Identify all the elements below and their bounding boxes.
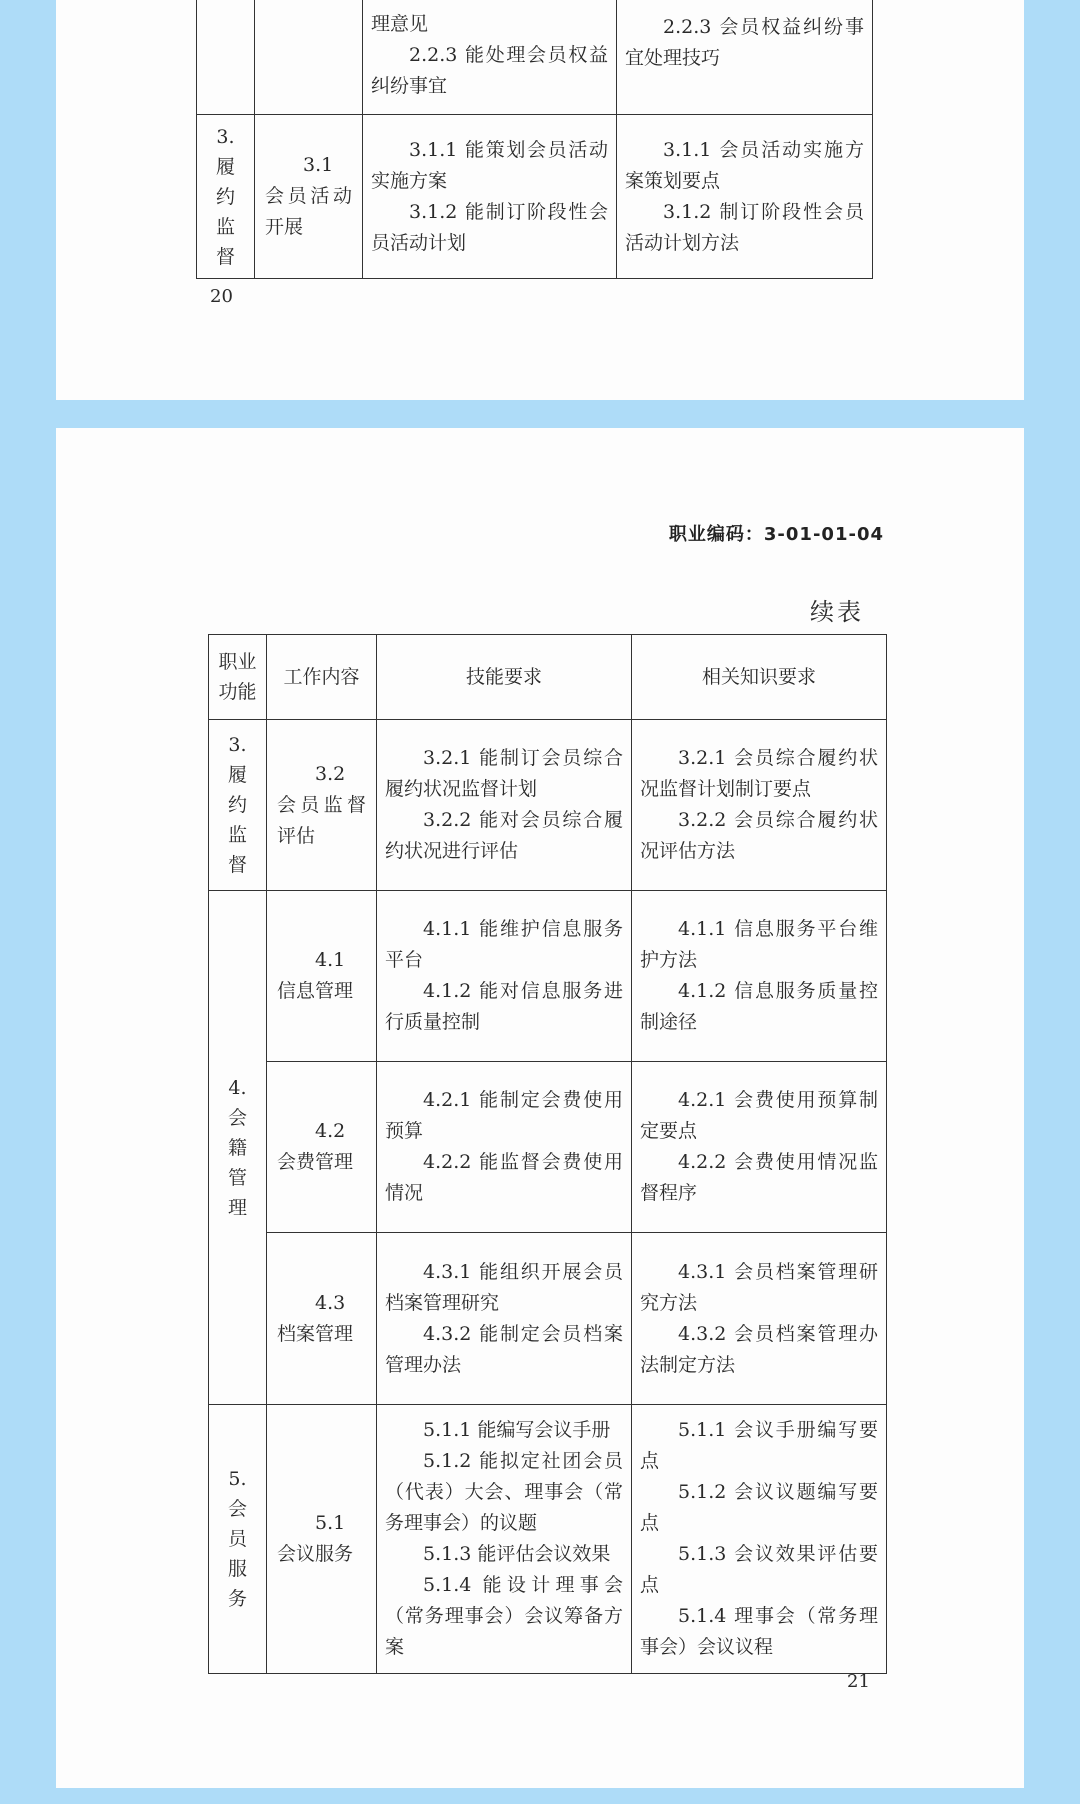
skill-cell [363,115,617,279]
knowledge-item: 4.2.1 会费使用预算制定要点 [640,1089,878,1142]
function-cell: 4. 会 籍 管 理 [209,891,267,1405]
knowledge-cell [632,720,887,891]
skill-cell [377,1405,632,1674]
skill-item: 4.3.2 能制定会员档案管理办法 [385,1322,623,1376]
content-cell: 3.2 会员监督评估 [267,720,377,891]
knowledge-item: 5.1.4 理事会（常务理事会）会议议程 [640,1605,878,1658]
skill-cell [377,891,632,1062]
header-knowledge: 相关知识要求 [632,635,887,720]
knowledge-item: 3.1.2 制订阶段性会员活动计划方法 [625,200,864,254]
page-number: 20 [210,286,233,307]
skill-item: 3.2.2 能对会员综合履约状况进行评估 [385,809,623,862]
skill-item: 4.1.2 能对信息服务进行质量控制 [385,980,623,1033]
skill-item: 5.1.2 能拟定社团会员（代表）大会、理事会（常务理事会）的议题 [385,1450,623,1534]
skill-item: 5.1.4 能设计理事会（常务理事会）会议筹备方案 [385,1574,623,1658]
knowledge-cell [632,891,887,1062]
knowledge-item: 3.2.1 会员综合履约状况监督计划制订要点 [640,747,878,800]
knowledge-cell [632,1233,887,1405]
knowledge-item: 5.1.1 会议手册编写要点 [640,1419,878,1472]
table-row [197,0,873,115]
knowledge-cell [632,1405,887,1674]
table-row [209,891,887,1062]
table-row [209,1062,887,1233]
table-row [197,115,873,279]
knowledge-item: 5.1.3 会议效果评估要点 [640,1543,878,1596]
skill-item: 3.2.1 能制订会员综合履约状况监督计划 [385,747,623,800]
header-function: 职业 功能 [209,635,267,720]
content-cell [255,0,363,115]
content-cell: 5.1 会议服务 [267,1405,377,1674]
knowledge-item: 3.1.1 会员活动实施方案策划要点 [625,138,864,192]
document-page-21 [56,428,1024,1788]
skill-cell [363,0,617,115]
occupation-code: 职业编码：3-01-01-04 [668,524,884,545]
content-cell: 4.2 会费管理 [267,1062,377,1233]
skill-item: 3.1.1 能策划会员活动实施方案 [371,138,608,192]
function-cell: 3. 履 约 监 督 [209,720,267,891]
header-content: 工作内容 [267,635,377,720]
skills-table-continued [196,0,873,279]
knowledge-item: 4.2.2 会费使用情况监督程序 [640,1151,878,1204]
table-row [209,720,887,891]
skill-item: 3.1.2 能制订阶段性会员活动计划 [371,200,608,254]
skill-item: 4.2.1 能制定会费使用预算 [385,1089,623,1142]
knowledge-item: 4.3.1 会员档案管理研究方法 [640,1260,878,1314]
content-cell: 3.1 会员活动开展 [255,115,363,279]
table-header-row [209,635,887,720]
knowledge-item: 4.1.2 信息服务质量控制途径 [640,980,878,1033]
content-cell: 4.3 档案管理 [267,1233,377,1405]
skill-cell [377,720,632,891]
function-cell: 5. 会 员 服 务 [209,1405,267,1674]
page-number: 21 [847,1671,870,1692]
skill-cell [377,1062,632,1233]
knowledge-item: 4.1.1 信息服务平台维护方法 [640,918,878,971]
document-page-20 [56,0,1024,400]
skill-item: 2.2.3 能处理会员权益纠纷事宜 [371,44,608,97]
function-cell: 3. 履 约 监 督 [197,115,255,279]
table-row [209,1405,887,1674]
header-skills: 技能要求 [377,635,632,720]
skill-item: 理意见 [371,13,429,35]
knowledge-item: 2.2.3 会员权益纠纷事宜处理技巧 [625,16,864,69]
knowledge-item: 4.3.2 会员档案管理办法制定方法 [640,1322,878,1376]
content-cell: 4.1 信息管理 [267,891,377,1062]
skill-item: 4.2.2 能监督会费使用情况 [385,1151,623,1204]
function-cell [197,0,255,115]
skill-item: 4.3.1 能组织开展会员档案管理研究 [385,1260,623,1314]
skill-cell [377,1233,632,1405]
knowledge-cell [617,115,873,279]
knowledge-item: 3.2.2 会员综合履约状况评估方法 [640,809,878,862]
skill-item: 4.1.1 能维护信息服务平台 [385,918,623,971]
skill-item: 5.1.3 能评估会议效果 [423,1543,611,1565]
skill-item: 5.1.1 能编写会议手册 [423,1419,611,1441]
knowledge-cell [632,1062,887,1233]
knowledge-item: 5.1.2 会议议题编写要点 [640,1481,878,1534]
continued-label: 续表 [810,598,864,626]
table-row [209,1233,887,1405]
skills-table [208,634,887,1674]
knowledge-cell [617,0,873,115]
